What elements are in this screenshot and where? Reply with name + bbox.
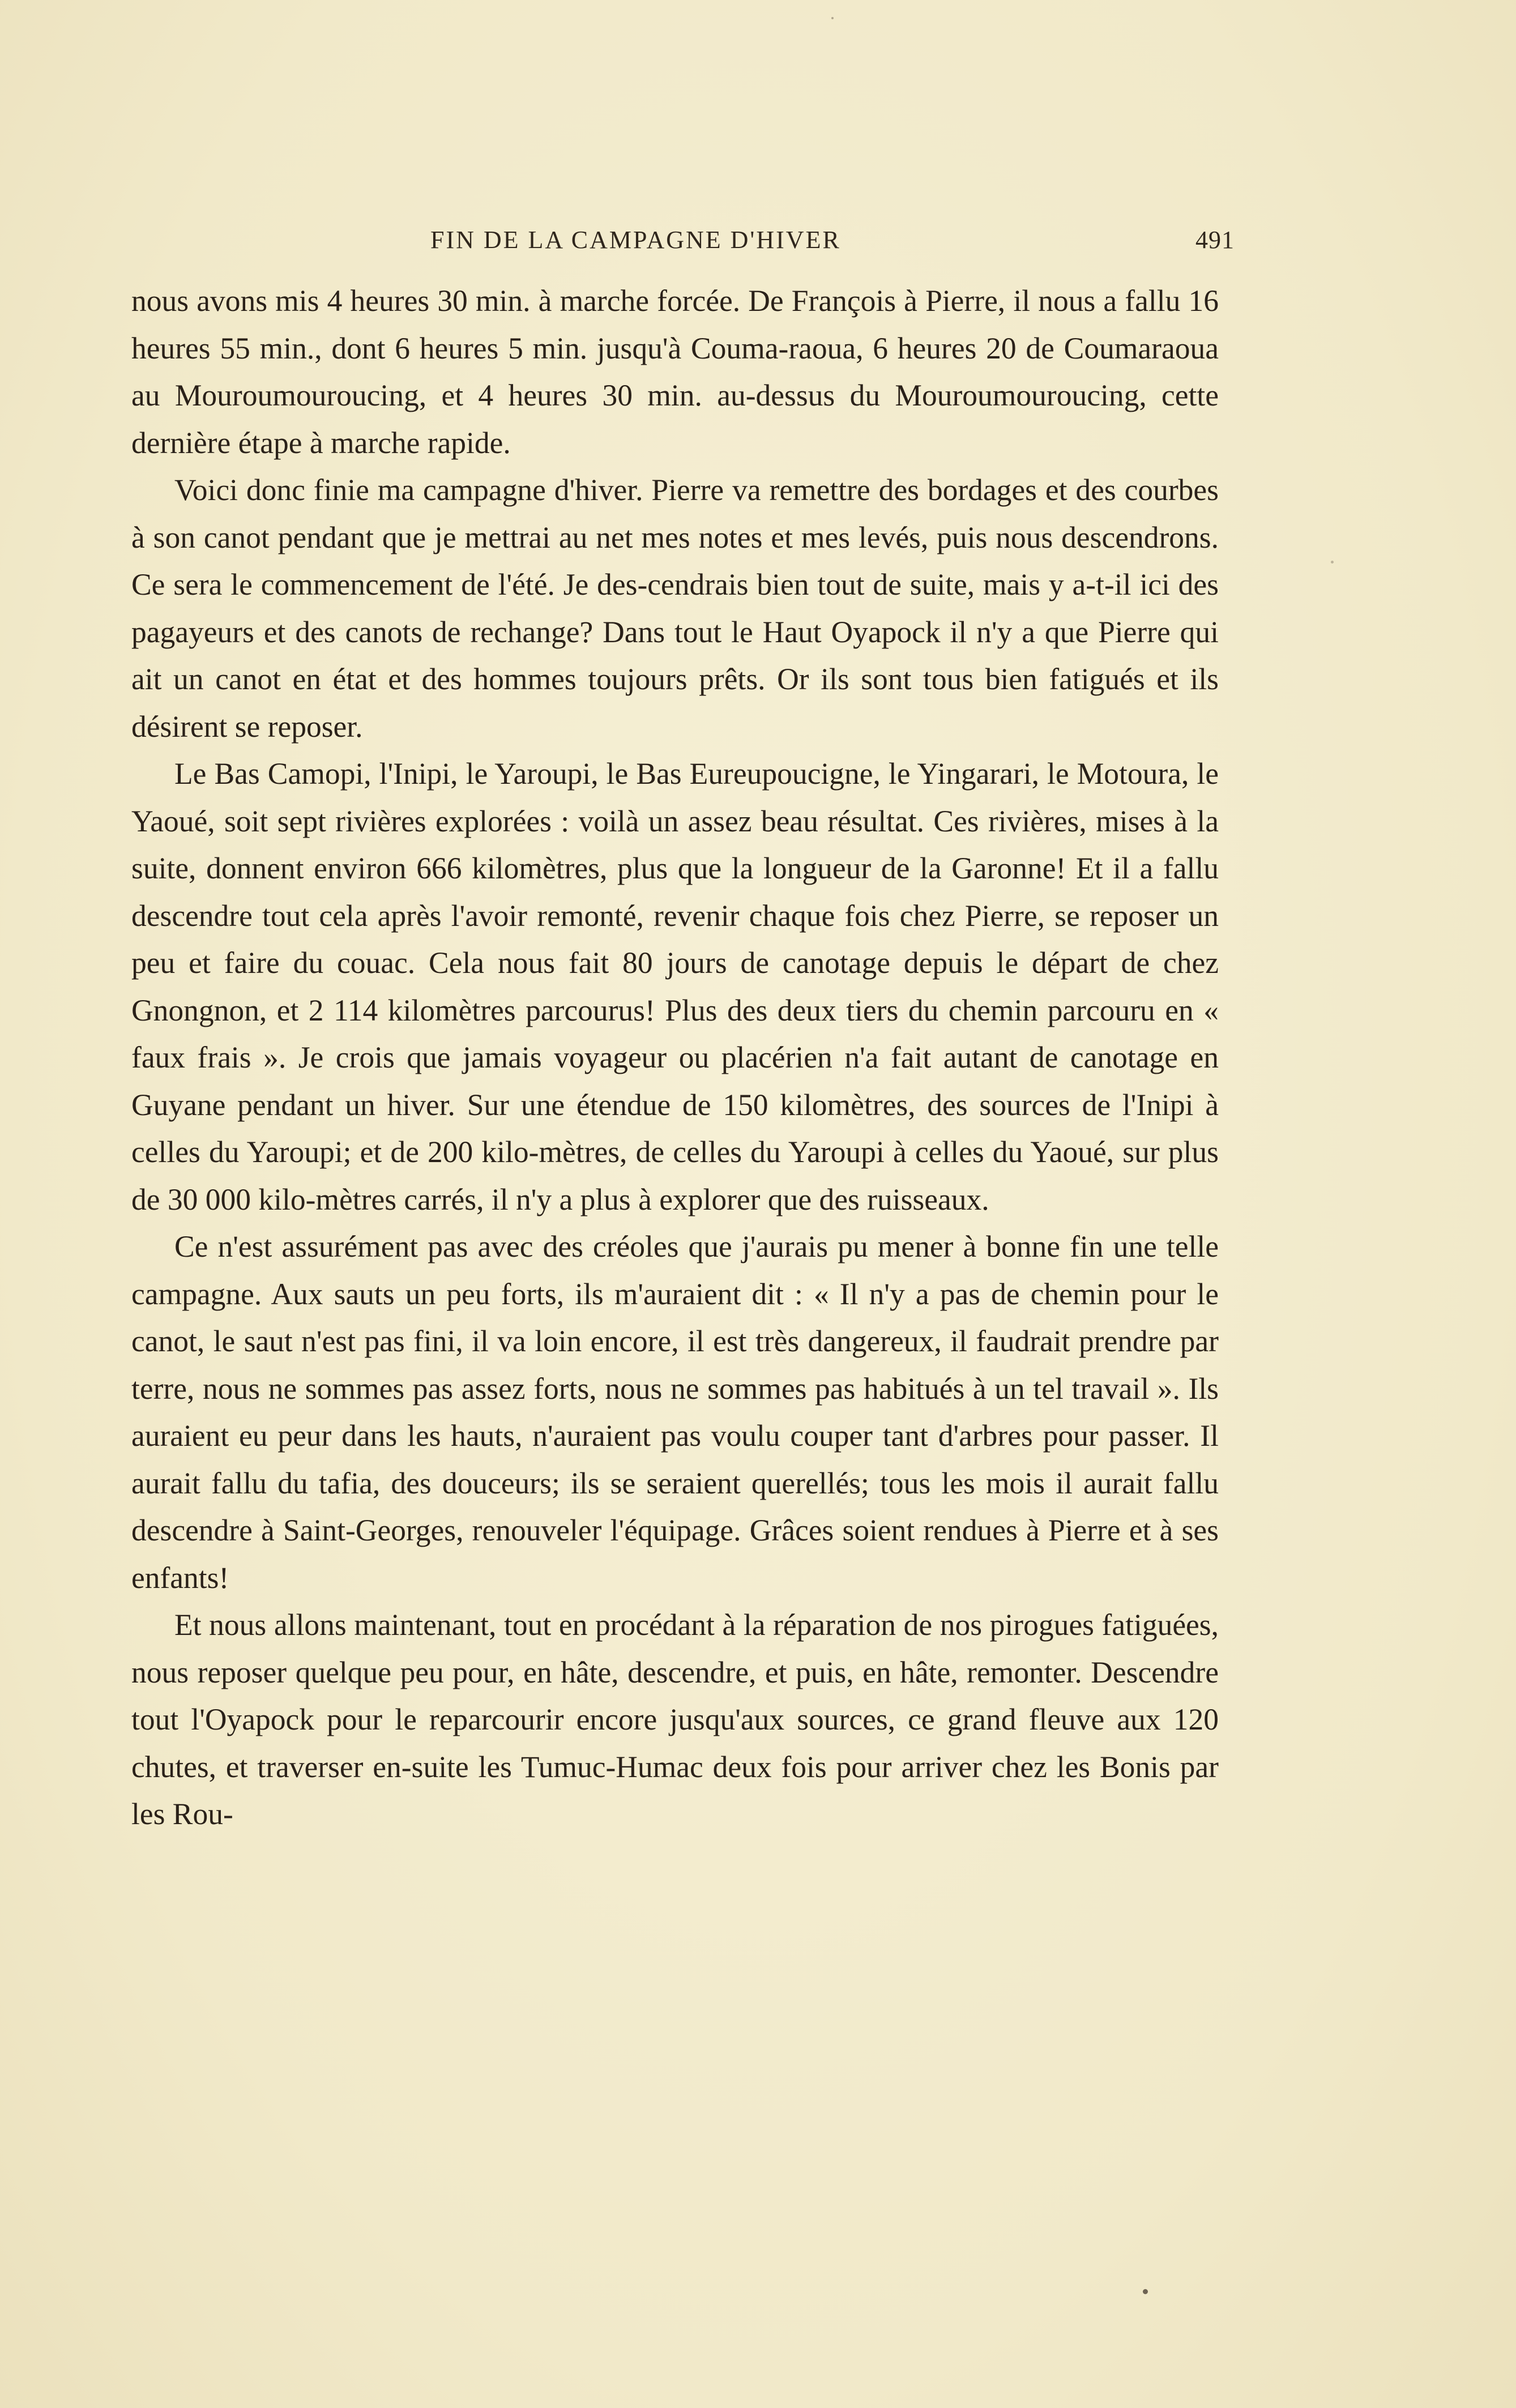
paragraph: Et nous allons maintenant, tout en procédant à la réparation de nos pirogues fatiguées, nous reposer quelque peu pour, en hâte, descendre, et puis, en hâte, remonter. Descendre tout l'Oyapock pour le reparcourir encore jusqu'aux sources, ce grand fleuve aux 120 chutes, et traverser en-suite les Tumuc-Humac deux fois pour arriver chez les Bonis par les Rou- xyxy=(131,1608,1219,1831)
paper-speck xyxy=(1143,2289,1148,2294)
paper-speck xyxy=(831,17,834,19)
paragraph: Le Bas Camopi, l'Inipi, le Yaroupi, le Bas Eureupoucigne, le Yingarari, le Motoura, le Yaoué, soit sept rivières explorées : voilà un assez beau résultat. Ces rivières, mises à la suite, donnent environ 666 kilomètres, plus que la longueur de la Garonne! Et il a fallu descendre tout cela après l'avoir remonté, revenir chaque fois chez Pierre, se reposer un peu et faire du couac. Cela nous fait 80 jours de canotage depuis le départ de chez Gnongnon, et 2 114 kilomètres parcourus! Plus des deux tiers du chemin parcouru en « faux frais ». Je crois que jamais voyageur ou placérien n'a fait autant de canotage en Guyane pendant un hiver. Sur une étendue de 150 kilomètres, des sources de l'Inipi à celles du Yaroupi; et de 200 kilo-mètres, de celles du Yaroupi à celles du Yaoué, sur plus de 30 000 kilo-mètres carrés, il n'y a plus à explorer que des ruisseaux. xyxy=(131,757,1219,1216)
page-number: 491 xyxy=(1195,226,1235,254)
paragraph: Ce n'est assurément pas avec des créoles que j'aurais pu mener à bonne fin une telle campagne. Aux sauts un peu forts, ils m'auraient dit : « Il n'y a pas de chemin pour le canot, le saut n'est pas fini, il va loin encore, il est très dangereux, il faudrait prendre par terre, nous ne sommes pas assez forts, nous ne sommes pas habitués à un tel travail ». Ils auraient eu peur dans les hauts, n'auraient pas voulu couper tant d'arbres pour passer. Il aurait fallu du tafia, des douceurs; ils se seraient querellés; tous les mois il aurait fallu descendre à Saint-Georges, renouveler l'équipage. Grâces soient rendues à Pierre et à ses enfants! xyxy=(131,1229,1219,1595)
running-header xyxy=(430,225,1235,259)
paper-speck xyxy=(1331,561,1334,563)
body-text xyxy=(131,277,1219,1838)
paragraph: nous avons mis 4 heures 30 min. à marche forcée. De François à Pierre, il nous a fallu 16 heures 55 min., dont 6 heures 5 min. jusqu'à Couma-raoua, 6 heures 20 de Coumaraoua au Mouroumouroucing, et 4 heures 30 min. au-dessus du Mouroumouroucing, cette dernière étape à marche rapide. xyxy=(131,284,1219,460)
running-title: FIN DE LA CAMPAGNE D'HIVER xyxy=(430,226,841,254)
paragraph: Voici donc finie ma campagne d'hiver. Pierre va remettre des bordages et des courbes à son canot pendant que je mettrai au net mes notes et mes levés, puis nous descendrons. Ce sera le commencement de l'été. Je des-cendrais bien tout de suite, mais y a-t-il ici des pagayeurs et des canots de rechange? Dans tout le Haut Oyapock il n'y a que Pierre qui ait un canot en état et des hommes toujours prêts. Or ils sont tous bien fatigués et ils désirent se reposer. xyxy=(131,473,1219,744)
